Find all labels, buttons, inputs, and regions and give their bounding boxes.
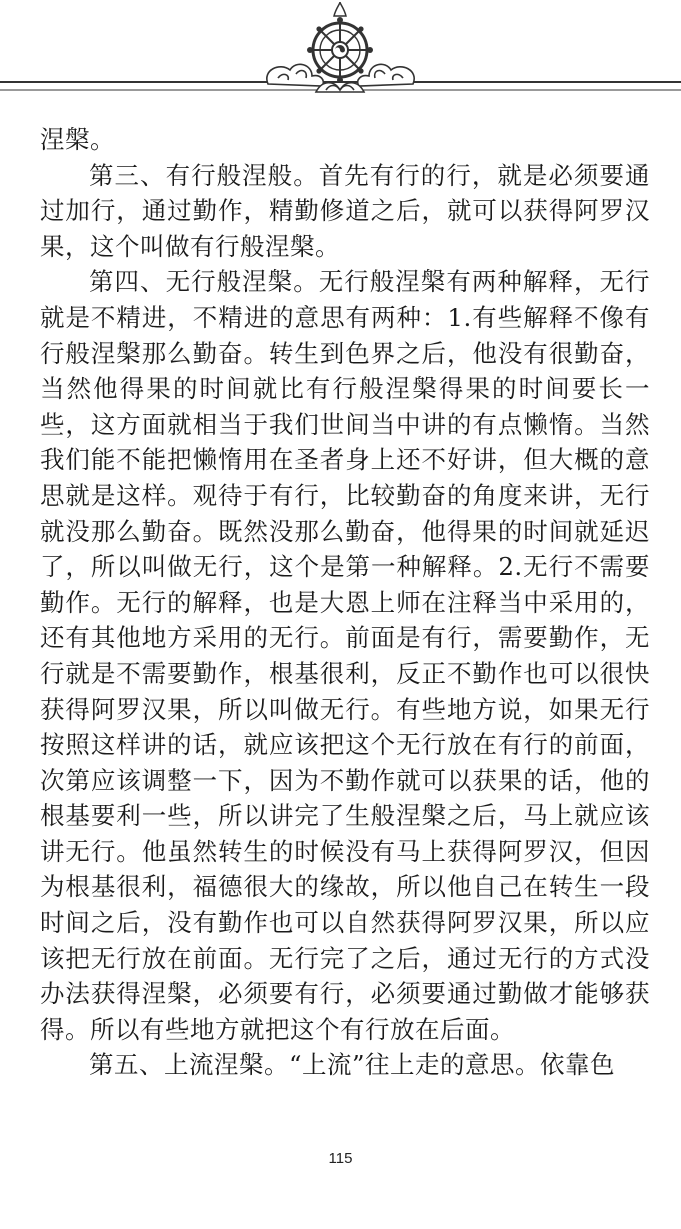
page-header-ornament xyxy=(0,0,681,110)
paragraph-fifth: 第五、上流涅槃。“上流”往上走的意思。依靠色 xyxy=(89,1050,616,1080)
paragraph-continuation: 涅槃。 xyxy=(40,125,115,154)
paragraph-fourth: 第四、无行般涅槃。无行般涅槃有两种解释，无行就是不精进，不精进的意思有两种：1.有些解释不像有行般涅槃那么勤奋。转生到色界之后，他没有很勤奋，当然他得果的时间就比有行般涅槃得果的时间要长一些，这方面就相当于我们世间当中讲的有点懒惰。当然我们能不能把懒惰用在圣者身上还不好讲，但大概的意思就是这样。观待于有行，比较勤奋的角度来讲，无行就没那么勤奋。既然没那么勤奋，他得果的时间就延迟了，所以叫做无行，这个是第一种解释。2.无行不需要勤作。无行的解释，也是大恩上师在注释当中采用的，还有其他地方采用的无行。前面是有行，需要勤作，无行就是不需要勤作，根基很利，反正不勤作也可以很快获得阿罗汉果，所以叫做无行。有些地方说，如果无行按照这样讲的话，就应该把这个无行放在有行的前面，次第应该调整一下，因为不勤作就可以获果的话，他的根基要利一些，所以讲完了生般涅槃之后，马上就应该讲无行。他虽然转生的时候没有马上获得阿罗汉，但因为根基很利，福德很大的缘故，所以他自己在转生一段时间之后，没有勤作也可以自然获得阿罗汉果，所以应该把无行放在前面。无行完了之后，通过无行的方式没办法获得涅槃，必须要有行，必须要通过勤做才能够获得。所以有些地方就把这个有行放在后面。 xyxy=(40,267,650,1044)
dharma-wheel-icon xyxy=(0,0,681,110)
body-text xyxy=(40,122,650,1083)
page-number: 115 xyxy=(328,1150,353,1167)
paragraph-third: 第三、有行般涅般。首先有行的行，就是必须要通过加行，通过勤作，精勤修道之后，就可以获得阿罗汉果，这个叫做有行般涅槃。 xyxy=(40,160,650,261)
